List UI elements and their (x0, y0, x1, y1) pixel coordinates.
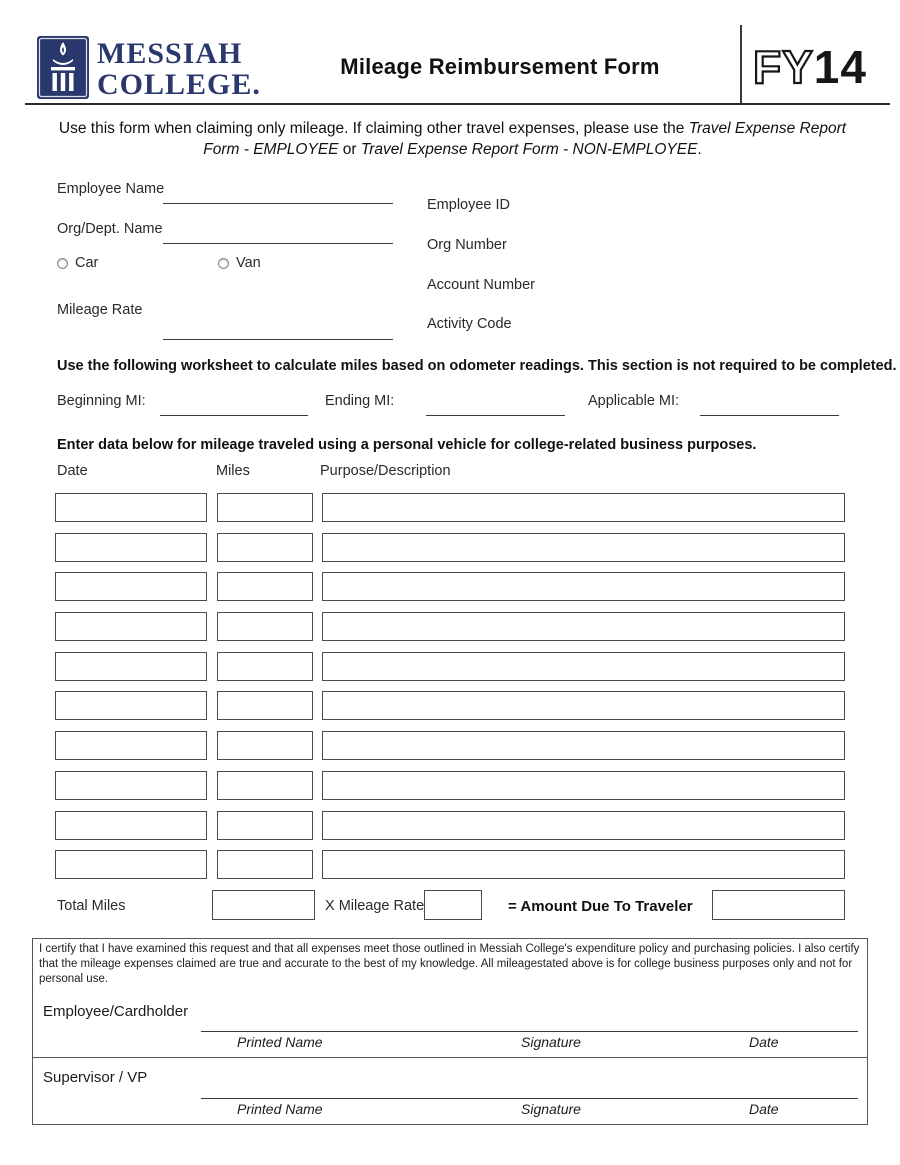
account-number-label: Account Number (427, 277, 535, 293)
date-cell[interactable] (55, 612, 207, 641)
table-row (55, 493, 845, 522)
employee-id-label: Employee ID (427, 197, 511, 213)
beginning-mi-label: Beginning MI: (57, 393, 146, 409)
miles-cell[interactable] (217, 533, 313, 562)
car-radio[interactable] (57, 255, 98, 271)
intro-instructions (45, 118, 860, 160)
purpose-cell[interactable] (322, 811, 845, 840)
purpose-cell[interactable] (322, 612, 845, 641)
supervisor-signature-label: Signature (521, 1101, 581, 1117)
logo-wordmark-line2: COLLEGE. (97, 68, 261, 101)
fy-year: 14 (813, 41, 867, 93)
date-cell[interactable] (55, 850, 207, 879)
org-dept-name-line[interactable] (163, 243, 393, 244)
table-row (55, 731, 845, 760)
car-radio-icon[interactable] (57, 258, 68, 269)
employee-signature-label: Signature (521, 1034, 581, 1050)
signature-section-divider (33, 1057, 867, 1058)
employee-name-line[interactable] (163, 203, 393, 204)
supervisor-printed-name-label: Printed Name (237, 1101, 323, 1117)
van-radio-icon[interactable] (218, 258, 229, 269)
purpose-cell[interactable] (322, 771, 845, 800)
purpose-cell[interactable] (322, 493, 845, 522)
messiah-college-logo (37, 36, 265, 102)
miles-cell[interactable] (217, 572, 313, 601)
header-vertical-divider (740, 25, 742, 104)
beginning-mi-line[interactable] (160, 415, 308, 416)
date-cell[interactable] (55, 731, 207, 760)
date-cell[interactable] (55, 493, 207, 522)
employee-name-label: Employee Name (57, 181, 165, 197)
org-dept-name-label: Org/Dept. Name (57, 221, 163, 237)
header-rule (25, 103, 890, 105)
miles-cell[interactable] (217, 691, 313, 720)
purpose-cell[interactable] (322, 572, 845, 601)
mileage-rate-label: Mileage Rate (57, 302, 143, 318)
ending-mi-label: Ending MI: (325, 393, 395, 409)
table-row (55, 652, 845, 681)
date-cell[interactable] (55, 572, 207, 601)
fiscal-year-badge (753, 40, 867, 94)
page-title: Mileage Reimbursement Form (340, 54, 660, 79)
intro-italic-non-employee: Travel Expense Report Form - NON-EMPLOYEE (360, 141, 698, 158)
applicable-mi-line[interactable] (700, 415, 839, 416)
amount-due-box[interactable] (712, 890, 845, 920)
purpose-cell[interactable] (322, 731, 845, 760)
org-number-label: Org Number (427, 237, 507, 253)
logo-wordmark-line1: MESSIAH (97, 37, 243, 70)
intro-italic-employee: Travel Expense Report Form - EMPLOYEE (203, 120, 847, 158)
miles-cell[interactable] (217, 771, 313, 800)
mileage-rate-line[interactable] (163, 339, 393, 340)
supervisor-date-label: Date (749, 1101, 779, 1117)
column-header-miles: Miles (216, 463, 250, 479)
table-row (55, 850, 845, 879)
purpose-cell[interactable] (322, 533, 845, 562)
van-radio-label: Van (236, 255, 261, 271)
miles-cell[interactable] (217, 612, 313, 641)
certification-text: I certify that I have examined this request and that all expenses meet those outlined in Messiah College's expenditure policy and purchasing policies. I also certify that the mileage expenses claimed are true and accurate to the best of my knowledge. All mileagestated above is for college business purposes only and not for personal use. (39, 943, 860, 985)
mileage-rate-box[interactable] (424, 890, 482, 920)
amount-due-label: = Amount Due To Traveler (508, 898, 693, 915)
fy-prefix: FY (753, 41, 814, 93)
table-instruction: Enter data below for mileage traveled using a personal vehicle for college-related business purposes. (57, 437, 757, 453)
van-radio[interactable] (218, 255, 261, 271)
date-cell[interactable] (55, 652, 207, 681)
applicable-mi-label: Applicable MI: (588, 393, 680, 409)
employee-printed-name-label: Printed Name (237, 1034, 323, 1050)
employee-signature-line[interactable] (201, 1031, 858, 1032)
table-row (55, 691, 845, 720)
x-mileage-rate-label: X Mileage Rate (325, 898, 425, 914)
date-cell[interactable] (55, 691, 207, 720)
total-miles-box[interactable] (212, 890, 315, 920)
miles-cell[interactable] (217, 731, 313, 760)
worksheet-instruction: Use the following worksheet to calculate miles based on odometer readings. This section is not required to be completed. (57, 358, 897, 374)
miles-cell[interactable] (217, 652, 313, 681)
column-header-purpose: Purpose/Description (320, 463, 451, 479)
employee-date-label: Date (749, 1034, 779, 1050)
date-cell[interactable] (55, 533, 207, 562)
column-header-date: Date (57, 463, 88, 479)
purpose-cell[interactable] (322, 850, 845, 879)
miles-cell[interactable] (217, 811, 313, 840)
table-row (55, 771, 845, 800)
total-miles-label: Total Miles (57, 898, 126, 914)
table-row (55, 811, 845, 840)
table-row (55, 533, 845, 562)
ending-mi-line[interactable] (426, 415, 565, 416)
employee-cardholder-label: Employee/Cardholder (43, 1003, 189, 1020)
purpose-cell[interactable] (322, 691, 845, 720)
date-cell[interactable] (55, 811, 207, 840)
date-cell[interactable] (55, 771, 207, 800)
miles-cell[interactable] (217, 850, 313, 879)
intro-pre: Use this form when claiming only mileage. If claiming other travel expenses, please use the (58, 120, 689, 137)
activity-code-label: Activity Code (427, 316, 512, 332)
purpose-cell[interactable] (322, 652, 845, 681)
mileage-table (55, 493, 845, 879)
supervisor-signature-line[interactable] (201, 1098, 858, 1099)
intro-mid: or (338, 141, 361, 158)
supervisor-vp-label: Supervisor / VP (43, 1069, 148, 1086)
table-row (55, 572, 845, 601)
certification-box (32, 938, 868, 1125)
intro-post: . (697, 141, 702, 158)
miles-cell[interactable] (217, 493, 313, 522)
car-radio-label: Car (75, 255, 99, 271)
table-row (55, 612, 845, 641)
